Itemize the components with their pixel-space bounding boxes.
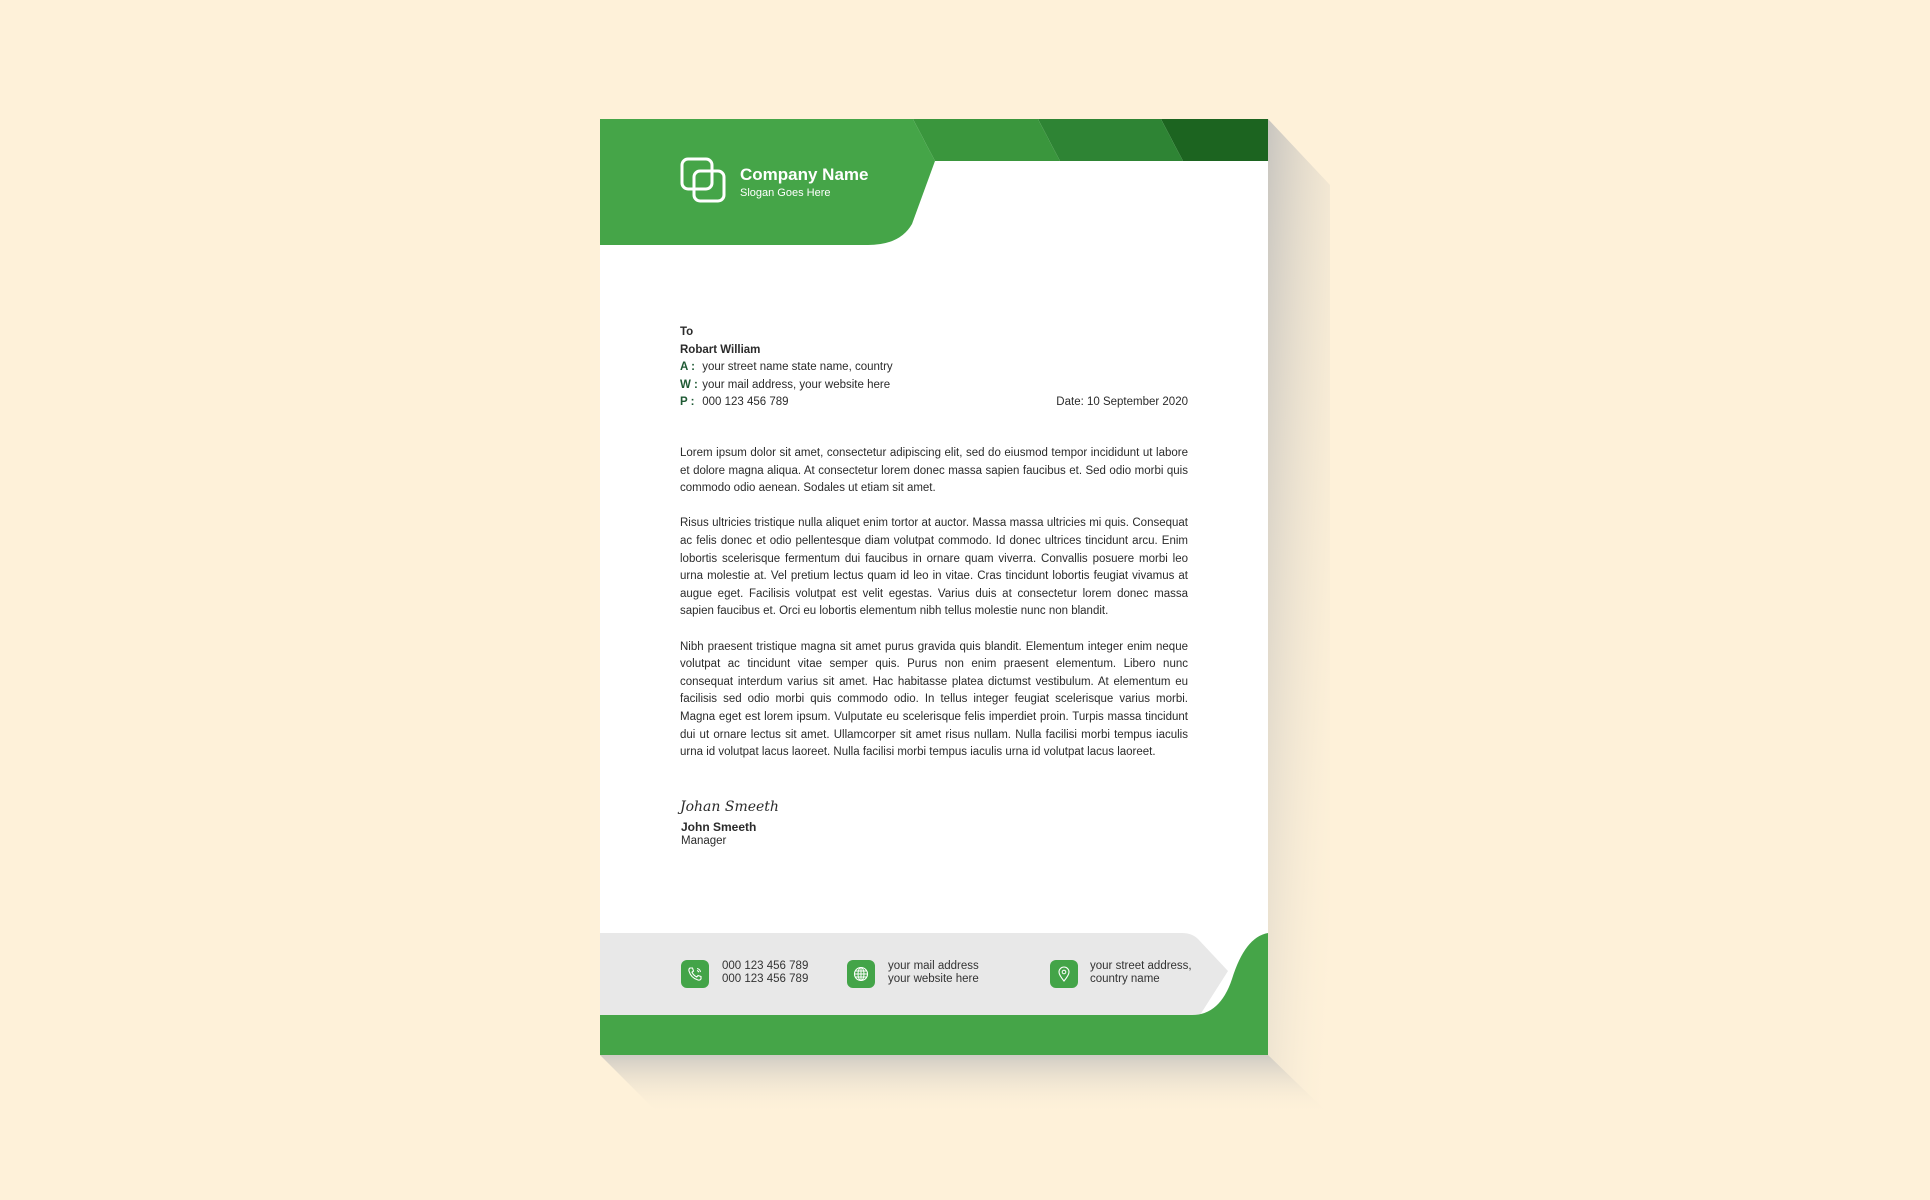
footer-phone-text: 000 123 456 789 000 123 456 789 bbox=[722, 960, 809, 985]
signer-role: Manager bbox=[681, 835, 727, 847]
company-slogan: Slogan Goes Here bbox=[740, 187, 831, 199]
footer-address-text: your street address, country name bbox=[1090, 960, 1192, 985]
recipient-address: A : your street name state name, country bbox=[680, 361, 893, 374]
footer-web bbox=[847, 960, 875, 988]
recipient-web: W : your mail address, your website here bbox=[680, 378, 891, 391]
globe-icon bbox=[847, 960, 875, 988]
letter-body bbox=[680, 445, 1188, 779]
footer-address bbox=[1050, 960, 1078, 988]
header-stripe-3 bbox=[1038, 119, 1183, 161]
footer-phone bbox=[681, 960, 709, 988]
phone-icon bbox=[681, 960, 709, 988]
location-pin-icon bbox=[1050, 960, 1078, 988]
signer-name: John Smeeth bbox=[681, 820, 757, 834]
header-stripe-2 bbox=[913, 119, 1060, 161]
overlapping-squares-icon bbox=[680, 157, 728, 210]
footer-green-band bbox=[600, 1015, 1268, 1055]
body-paragraph: Risus ultricies tristique nulla aliquet enim tortor at auctor. Massa massa ultricies mi quis. Consequat ac felis donec et odio pellentesque diam volutpat commodo. Id donec ultrices tincidunt arcu. Enim lobortis scelerisque fermentum dui faucibus in ornare quam viverra. Convallis posuere morbi leo urna molestie at. Vel pretium lectus quam id leo in vitae. Cras tincidunt lobortis feugiat vivamus at augue eget. Facilisis volutpat est velit egestas. Varius duis at consectetur lorem donec massa sapien faucibus et. Orci eu lobortis elementum nibh tellus molestie nunc non blandit. bbox=[680, 517, 1188, 618]
recipient-block bbox=[680, 324, 1188, 412]
letterhead-page bbox=[600, 119, 1268, 1055]
to-label: To bbox=[680, 326, 694, 338]
recipient-name: Robart William bbox=[680, 343, 761, 356]
body-paragraph: Nibh praesent tristique magna sit amet purus gravida quis blandit. Elementum integer enim neque volutpat ac tincidunt vitae semper quis. Purus non enim praesent elementum. Libero nunc consequat interdum varius sit amet. Hac habitasse platea dictumst vestibulum. At elementum eu facilisis sed odio morbi quis commodo odio. In tellus integer feugiat scelerisque varius morbi. Magna eget est lorem ipsum. Vulputate eu scelerisque felis imperdiet proin. Turpis massa tincidunt dui ut ornare lectus sit amet. Ullamcorper sit amet risus nullam. Nulla facilisi morbi tempus iaculis urna id volutpat lacus laoreet. Nulla facilisi morbi tempus iaculis urna id volutpat lacus laoreet. bbox=[680, 640, 1188, 759]
company-name: Company Name bbox=[740, 165, 869, 184]
body-paragraph: Lorem ipsum dolor sit amet, consectetur adipiscing elit, sed do eiusmod tempor incididunt ut labore et dolore magna aliqua. At consectetur lorem donec massa sapien faucibus et. Sed odio morbi quis commodo odio aenean. Sodales ut etiam sit amet. bbox=[680, 447, 1188, 495]
footer-web-text: your mail address your website here bbox=[888, 960, 979, 985]
recipient-phone: P : 000 123 456 789 bbox=[680, 396, 789, 409]
letter-date: Date: 10 September 2020 bbox=[1056, 396, 1188, 409]
signature: Johan Smeeth bbox=[680, 799, 779, 815]
